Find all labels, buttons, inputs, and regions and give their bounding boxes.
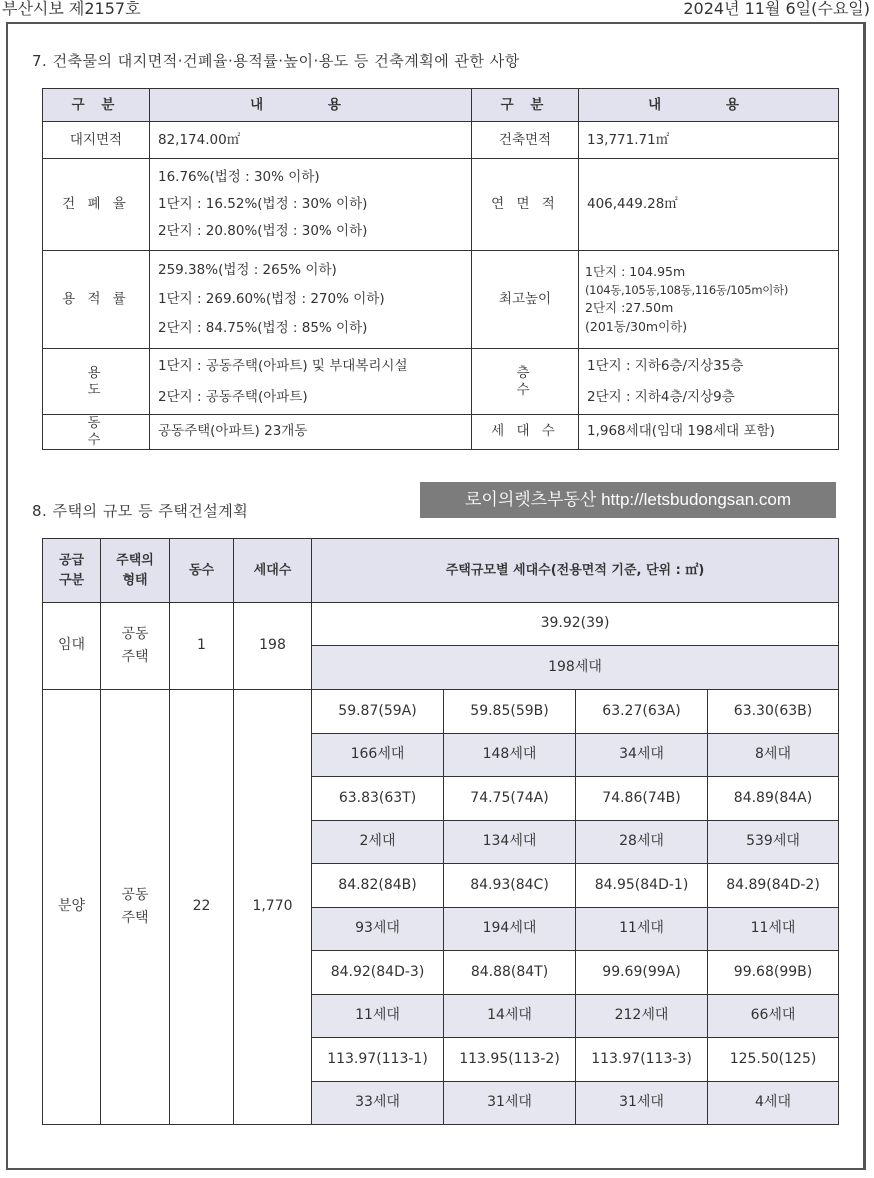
rental-size: 39.92(39) (312, 603, 839, 646)
label-floors: 층 수 (472, 349, 579, 415)
unit-size: 84.95(84D-1) (576, 864, 708, 908)
header-content: 내 용 (150, 89, 472, 122)
unit-size: 113.95(113-2) (444, 1038, 576, 1082)
unit-count: 34세대 (576, 734, 708, 777)
section-8-title: 8. 주택의 규모 등 주택건설계획 (32, 502, 249, 520)
header-building-count: 동수 (170, 539, 234, 603)
value-floors: 1단지 : 지하6층/지상35층 2단지 : 지하4층/지상9층 (579, 349, 839, 415)
value-buildings: 공동주택(아파트) 23개동 (150, 415, 472, 450)
sale-households: 1,770 (234, 690, 312, 1125)
unit-size: 99.68(99B) (708, 951, 839, 995)
label-buildings: 동 수 (43, 415, 150, 450)
value-building-area: 13,771.71㎡ (579, 122, 839, 159)
unit-count: 194세대 (444, 908, 576, 951)
housing-plan-table (42, 538, 839, 1125)
value-max-height: 1단지 : 104.95m (104동,105동,108동,116동/105m이하) 2단지 :27.50m (201동/30m이하) (579, 251, 839, 349)
label-use: 용 도 (43, 349, 150, 415)
rental-households: 198 (234, 603, 312, 690)
table-row (43, 415, 839, 450)
table-row (43, 349, 839, 415)
unit-count: 14세대 (444, 995, 576, 1038)
publication-date: 2024년 11월 6일(수요일) (683, 0, 870, 18)
unit-count: 66세대 (708, 995, 839, 1038)
table-row (43, 122, 839, 159)
rental-count: 198세대 (312, 646, 839, 690)
unit-count: 93세대 (312, 908, 444, 951)
label-total-floor-area: 연 면 적 (472, 159, 579, 251)
unit-size: 84.92(84D-3) (312, 951, 444, 995)
table-header-row (43, 89, 839, 122)
unit-size: 59.85(59B) (444, 690, 576, 734)
unit-size: 84.89(84D-2) (708, 864, 839, 908)
label-site-area: 대지면적 (43, 122, 150, 159)
rental-housing-type: 공동 주택 (101, 603, 170, 690)
unit-size: 59.87(59A) (312, 690, 444, 734)
sale-supply: 분양 (43, 690, 101, 1125)
unit-count: 134세대 (444, 821, 576, 864)
value-total-floor-area: 406,449.28㎡ (579, 159, 839, 251)
value-coverage-ratio: 16.76%(법정 : 30% 이하) 1단지 : 16.52%(법정 : 30% 이하) 2단지 : 20.80%(법정 : 30% 이하) (150, 159, 472, 251)
value-floor-area-ratio: 259.38%(법정 : 265% 이하) 1단지 : 269.60%(법정 : 270% 이하) 2단지 : 84.75%(법정 : 85% 이하) (150, 251, 472, 349)
unit-count: 148세대 (444, 734, 576, 777)
rental-buildings: 1 (170, 603, 234, 690)
header-household-count: 세대수 (234, 539, 312, 603)
watermark-banner: 로이의렛츠부동산 http://letsbudongsan.com (420, 482, 836, 518)
unit-count: 11세대 (312, 995, 444, 1038)
value-households: 1,968세대(임대 198세대 포함) (579, 415, 839, 450)
label-households: 세 대 수 (472, 415, 579, 450)
table-row (43, 251, 839, 349)
header-units-by-size: 주택규모별 세대수(전용면적 기준, 단위 : ㎡) (312, 539, 839, 603)
header-housing-type: 주택의 형태 (101, 539, 170, 603)
value-use: 1단지 : 공동주택(아파트) 및 부대복리시설 2단지 : 공동주택(아파트) (150, 349, 472, 415)
label-coverage-ratio: 건 폐 율 (43, 159, 150, 251)
label-building-area: 건축면적 (472, 122, 579, 159)
unit-count: 31세대 (576, 1082, 708, 1125)
label-max-height: 최고높이 (472, 251, 579, 349)
unit-size: 74.86(74B) (576, 777, 708, 821)
unit-count: 33세대 (312, 1082, 444, 1125)
unit-count: 4세대 (708, 1082, 839, 1125)
value-site-area: 82,174.00㎡ (150, 122, 472, 159)
header-category-2: 구 분 (472, 89, 579, 122)
unit-size: 63.27(63A) (576, 690, 708, 734)
unit-count: 212세대 (576, 995, 708, 1038)
unit-size: 74.75(74A) (444, 777, 576, 821)
unit-count: 2세대 (312, 821, 444, 864)
unit-size: 63.30(63B) (708, 690, 839, 734)
unit-size: 113.97(113-3) (576, 1038, 708, 1082)
unit-size: 84.93(84C) (444, 864, 576, 908)
unit-size: 99.69(99A) (576, 951, 708, 995)
unit-size: 125.50(125) (708, 1038, 839, 1082)
unit-count: 11세대 (576, 908, 708, 951)
unit-size: 84.89(84A) (708, 777, 839, 821)
unit-count: 8세대 (708, 734, 839, 777)
section-7-title: 7. 건축물의 대지면적·건폐율·용적률·높이·용도 등 건축계획에 관한 사항 (32, 52, 520, 70)
unit-count: 166세대 (312, 734, 444, 777)
unit-size: 113.97(113-1) (312, 1038, 444, 1082)
unit-count: 31세대 (444, 1082, 576, 1125)
unit-count: 28세대 (576, 821, 708, 864)
header-supply-type: 공급 구분 (43, 539, 101, 603)
unit-count: 539세대 (708, 821, 839, 864)
table-header-row (43, 539, 839, 603)
table-row (43, 690, 839, 734)
building-plan-table (42, 88, 839, 450)
rental-supply: 임대 (43, 603, 101, 690)
unit-size: 84.88(84T) (444, 951, 576, 995)
label-floor-area-ratio: 용 적 률 (43, 251, 150, 349)
header-content-2: 내 용 (579, 89, 839, 122)
header-category: 구 분 (43, 89, 150, 122)
table-row (43, 159, 839, 251)
unit-size: 63.83(63T) (312, 777, 444, 821)
unit-size: 84.82(84B) (312, 864, 444, 908)
sale-housing-type: 공동 주택 (101, 690, 170, 1125)
sale-buildings: 22 (170, 690, 234, 1125)
table-row (43, 603, 839, 646)
unit-count: 11세대 (708, 908, 839, 951)
publication-issue: 부산시보 제2157호 (2, 0, 141, 18)
